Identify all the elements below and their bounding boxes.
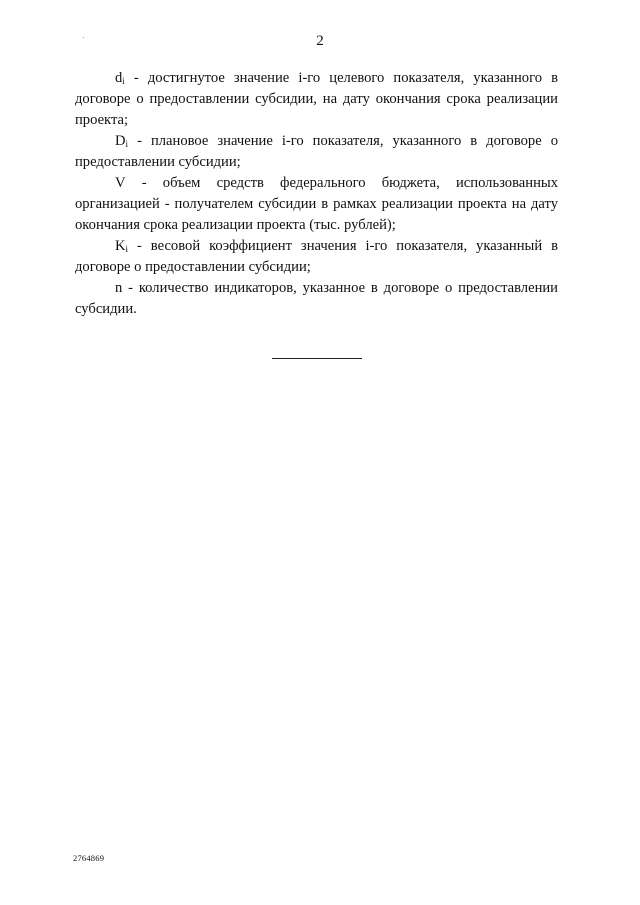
definition-K-i (75, 236, 558, 278)
page-number: 2 (316, 33, 324, 49)
definition-text: - весовой коэффициент значения i-го показателя, указанный в договоре о предоставлении субсидии; (75, 238, 558, 275)
definitions-block (75, 68, 558, 320)
definition-text: - количество индикаторов, указанное в договоре о предоставлении субсидии. (75, 280, 558, 317)
document-id: 2764869 (73, 853, 105, 863)
end-divider (272, 358, 362, 359)
definition-d-i (75, 68, 558, 131)
definition-V (75, 173, 558, 236)
definition-D-i (75, 131, 558, 173)
symbol-D: $D_i$ (115, 133, 129, 149)
definition-text: - плановое значение i-го показателя, указанного в договоре о предоставлении субсидии; (75, 133, 558, 170)
definition-n (75, 278, 558, 320)
symbol-V: V (115, 175, 126, 191)
symbol-K: $K_i$ (115, 238, 129, 254)
definition-text: - объем средств федерального бюджета, использованных организацией - получателем субсидии в рамках реализации проекта на дату окончания срока реализации проекта (тыс. рублей); (75, 175, 558, 233)
symbol-d: $d_i$ (115, 70, 125, 86)
symbol-n: n (115, 280, 123, 296)
definition-text: - достигнутое значение i-го целевого показателя, указанного в договоре о предоставлении субсидии, на дату окончания срока реализации проекта; (75, 70, 558, 128)
